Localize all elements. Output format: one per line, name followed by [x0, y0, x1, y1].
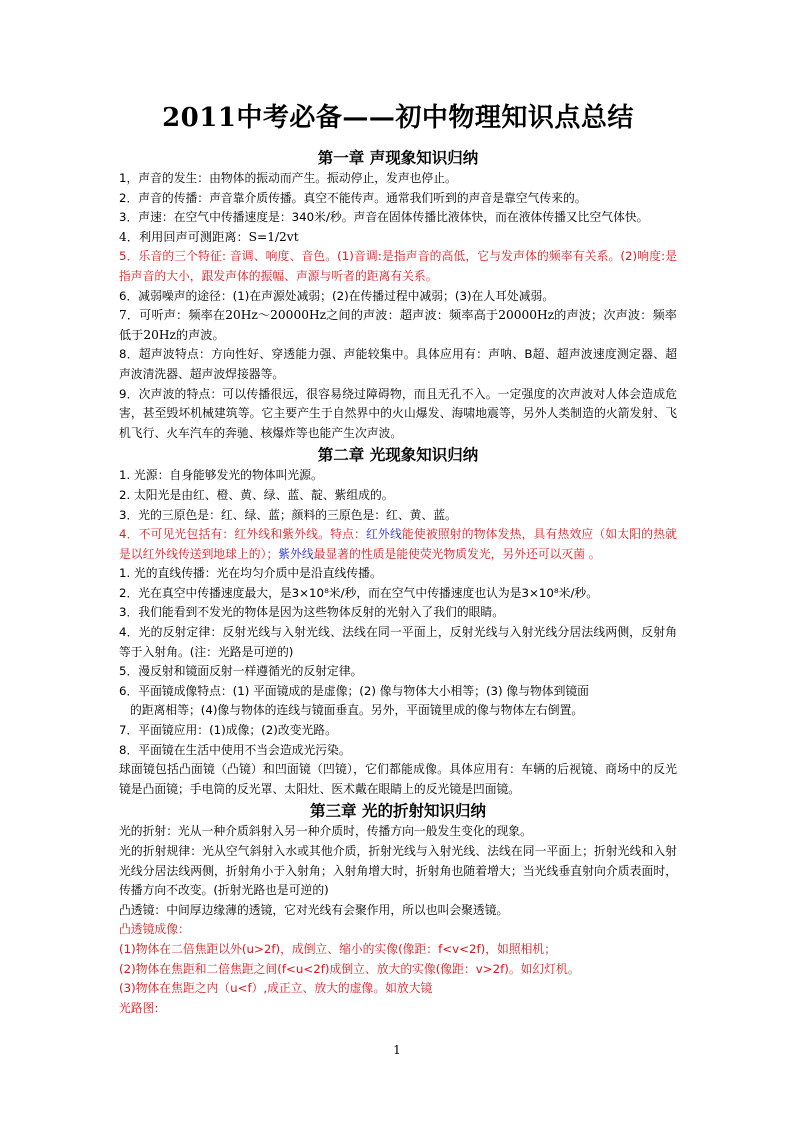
paragraph: 6．减弱噪声的途径：(1)在声源处减弱；(2)在传播过程中减弱；(3)在人耳处减弱。 — [119, 288, 555, 303]
text-run-blue: 紫外线 — [278, 546, 314, 561]
paragraph: 3．光的三原色是：红、绿、蓝；颜料的三原色是：红、黄、蓝。 — [119, 507, 457, 522]
paragraph: 3．声速：在空气中传播速度是：340米/秒。声音在固体传播比液体快，而在液体传播又比空气体快。 — [119, 210, 649, 225]
paragraph: 8．平面镜在生活中使用不当会造成光污染。 — [119, 742, 351, 757]
paragraph: 1. 光源：自身能够发光的物体叫光源。 — [119, 468, 323, 483]
paragraph: 光的折射：光从一种介质斜射入另一种介质时，传播方向一般发生变化的现象。 — [119, 824, 532, 839]
paragraph: 9．次声波的特点：可以传播很远，很容易绕过障碍物，而且无孔不入。一定强度的次声波对人体会造成危害，甚至毁坏机械建筑等。它主要产生于自然界中的火山爆发、海啸地震等，另外人类制造的火箭发射、飞机飞行、火车汽车的奔驰、核爆炸等也能产生次声波。 — [119, 386, 677, 440]
chapter-2 — [119, 443, 677, 799]
chapter-heading: 第一章 声现象知识归纳 — [317, 148, 479, 167]
paragraph: 球面镜包括凸面镜（凸镜）和凹面镜（凹镜），它们都能成像。具体应用有：车辆的后视镜、商场中的反光镜是凸面镜；手电筒的反光罩、太阳灶、医术戴在眼睛上的反光镜是凹面镜。 — [119, 762, 677, 796]
paragraph: 3．我们能看到不发光的物体是因为这些物体反射的光射入了我们的眼睛。 — [119, 605, 505, 620]
paragraph: 2. 太阳光是由红、橙、黄、绿、蓝、靛、紫组成的。 — [119, 487, 394, 502]
text-run: 能使被照射的物体发热，具有热效应（如太阳的热就是以红外线传送到地球上的）； — [119, 527, 677, 561]
page-content — [119, 98, 677, 1018]
paragraph: 2．声音的传播：声音靠介质传播。真空不能传声。通常我们听到的声音是靠空气传来的。 — [119, 190, 587, 205]
chapter-heading: 第三章 光的折射知识归纳 — [310, 801, 486, 821]
paragraph-highlight: (3)物体在焦距之内（u<f）,成正立、放大的虚像。如放大镜 — [119, 981, 433, 996]
paragraph-highlight: (2)物体在焦距和二倍焦距之间(f<u<2f)成倒立、放大的实像(像距：v>2f)。如幻灯机。 — [119, 961, 580, 976]
paragraph: 1. 光的直线传播：光在均匀介质中是沿直线传播。 — [119, 566, 382, 581]
paragraph: 2．光在真空中传播速度最大，是3×10⁸米/秒，而在空气中传播速度也认为是3×10⁸米/秒。 — [119, 585, 599, 600]
paragraph: 8．超声波特点：方向性好、穿透能力强、声能较集中。具体应用有：声呐、B超、超声波速度测定器、超声波清洗器、超声波焊接器等。 — [119, 347, 677, 381]
paragraph: 光的折射规律：光从空气斜射入水或其他介质，折射光线与入射光线、法线在同一平面上；折射光线和入射光线分居法线两侧，折射角小于入射角；入射角增大时，折射角也随着增大；当光线垂直射向介质表面时，传播方向不改变。(折射光路也是可逆的) — [119, 844, 677, 898]
paragraph: 7．平面镜应用：(1)成像；(2)改变光路。 — [119, 723, 337, 738]
page-number: 1 — [393, 1043, 401, 1057]
paragraph: 5．漫反射和镜面反射一样遵循光的反射定律。 — [119, 664, 363, 679]
paragraph: 4．利用回声可测距离：S=1/2vt — [119, 229, 299, 244]
paragraph-highlight: 凸透镜成像： — [119, 922, 190, 937]
text-run: 最显著的性质是能使荧光物质发光，另外还可以灭菌 。 — [313, 546, 601, 561]
paragraph: 6．平面镜成像特点：(1) 平面镜成的是虚像；(2) 像与物体大小相等；(3) 像与物体到镜面 — [119, 683, 589, 698]
chapter-1 — [119, 146, 677, 443]
paragraph: 凸透镜：中间厚边缘薄的透镜，它对光线有会聚作用，所以也叫会聚透镜。 — [119, 902, 509, 917]
paragraph-highlight: (1)物体在二倍焦距以外(u>2f)，成倒立、缩小的实像(像距：f<v<2f)，如照相机； — [119, 941, 557, 956]
chapter-3 — [119, 799, 677, 1018]
document-title: 2011中考必备——初中物理知识点总结 — [162, 103, 634, 133]
paragraph: 4．光的反射定律：反射光线与入射光线、法线在同一平面上，反射光线与入射光线分居法线两侧，反射角等于入射角。(注：光路是可逆的) — [119, 625, 677, 659]
paragraph: 的距离相等；(4)像与物体的连线与镜面垂直。另外，平面镜里成的像与物体左右倒置。 — [130, 703, 584, 718]
paragraph: 7．可听声：频率在20Hz～20000Hz之间的声波：超声波：频率高于20000Hz的声波；次声波：频率低于20Hz的声波。 — [119, 308, 677, 342]
text-run: 4．不可见光包括有：红外线和紫外线。特点： — [119, 527, 367, 542]
paragraph-highlight — [119, 525, 677, 564]
text-run-blue: 红外线 — [366, 527, 402, 542]
paragraph-highlight: 光路图: — [119, 1000, 159, 1015]
paragraph-highlight: 5．乐音的三个特征: 音调、响度、音色。(1)音调:是指声音的高低，它与发声体的频率有关系。(2)响度:是指声音的大小，跟发声体的振幅、声源与听者的距离有关系。 — [119, 249, 677, 283]
chapter-heading: 第二章 光现象知识归纳 — [317, 445, 479, 465]
paragraph: 1，声音的发生：由物体的振动而产生。振动停止，发声也停止。 — [119, 171, 457, 185]
